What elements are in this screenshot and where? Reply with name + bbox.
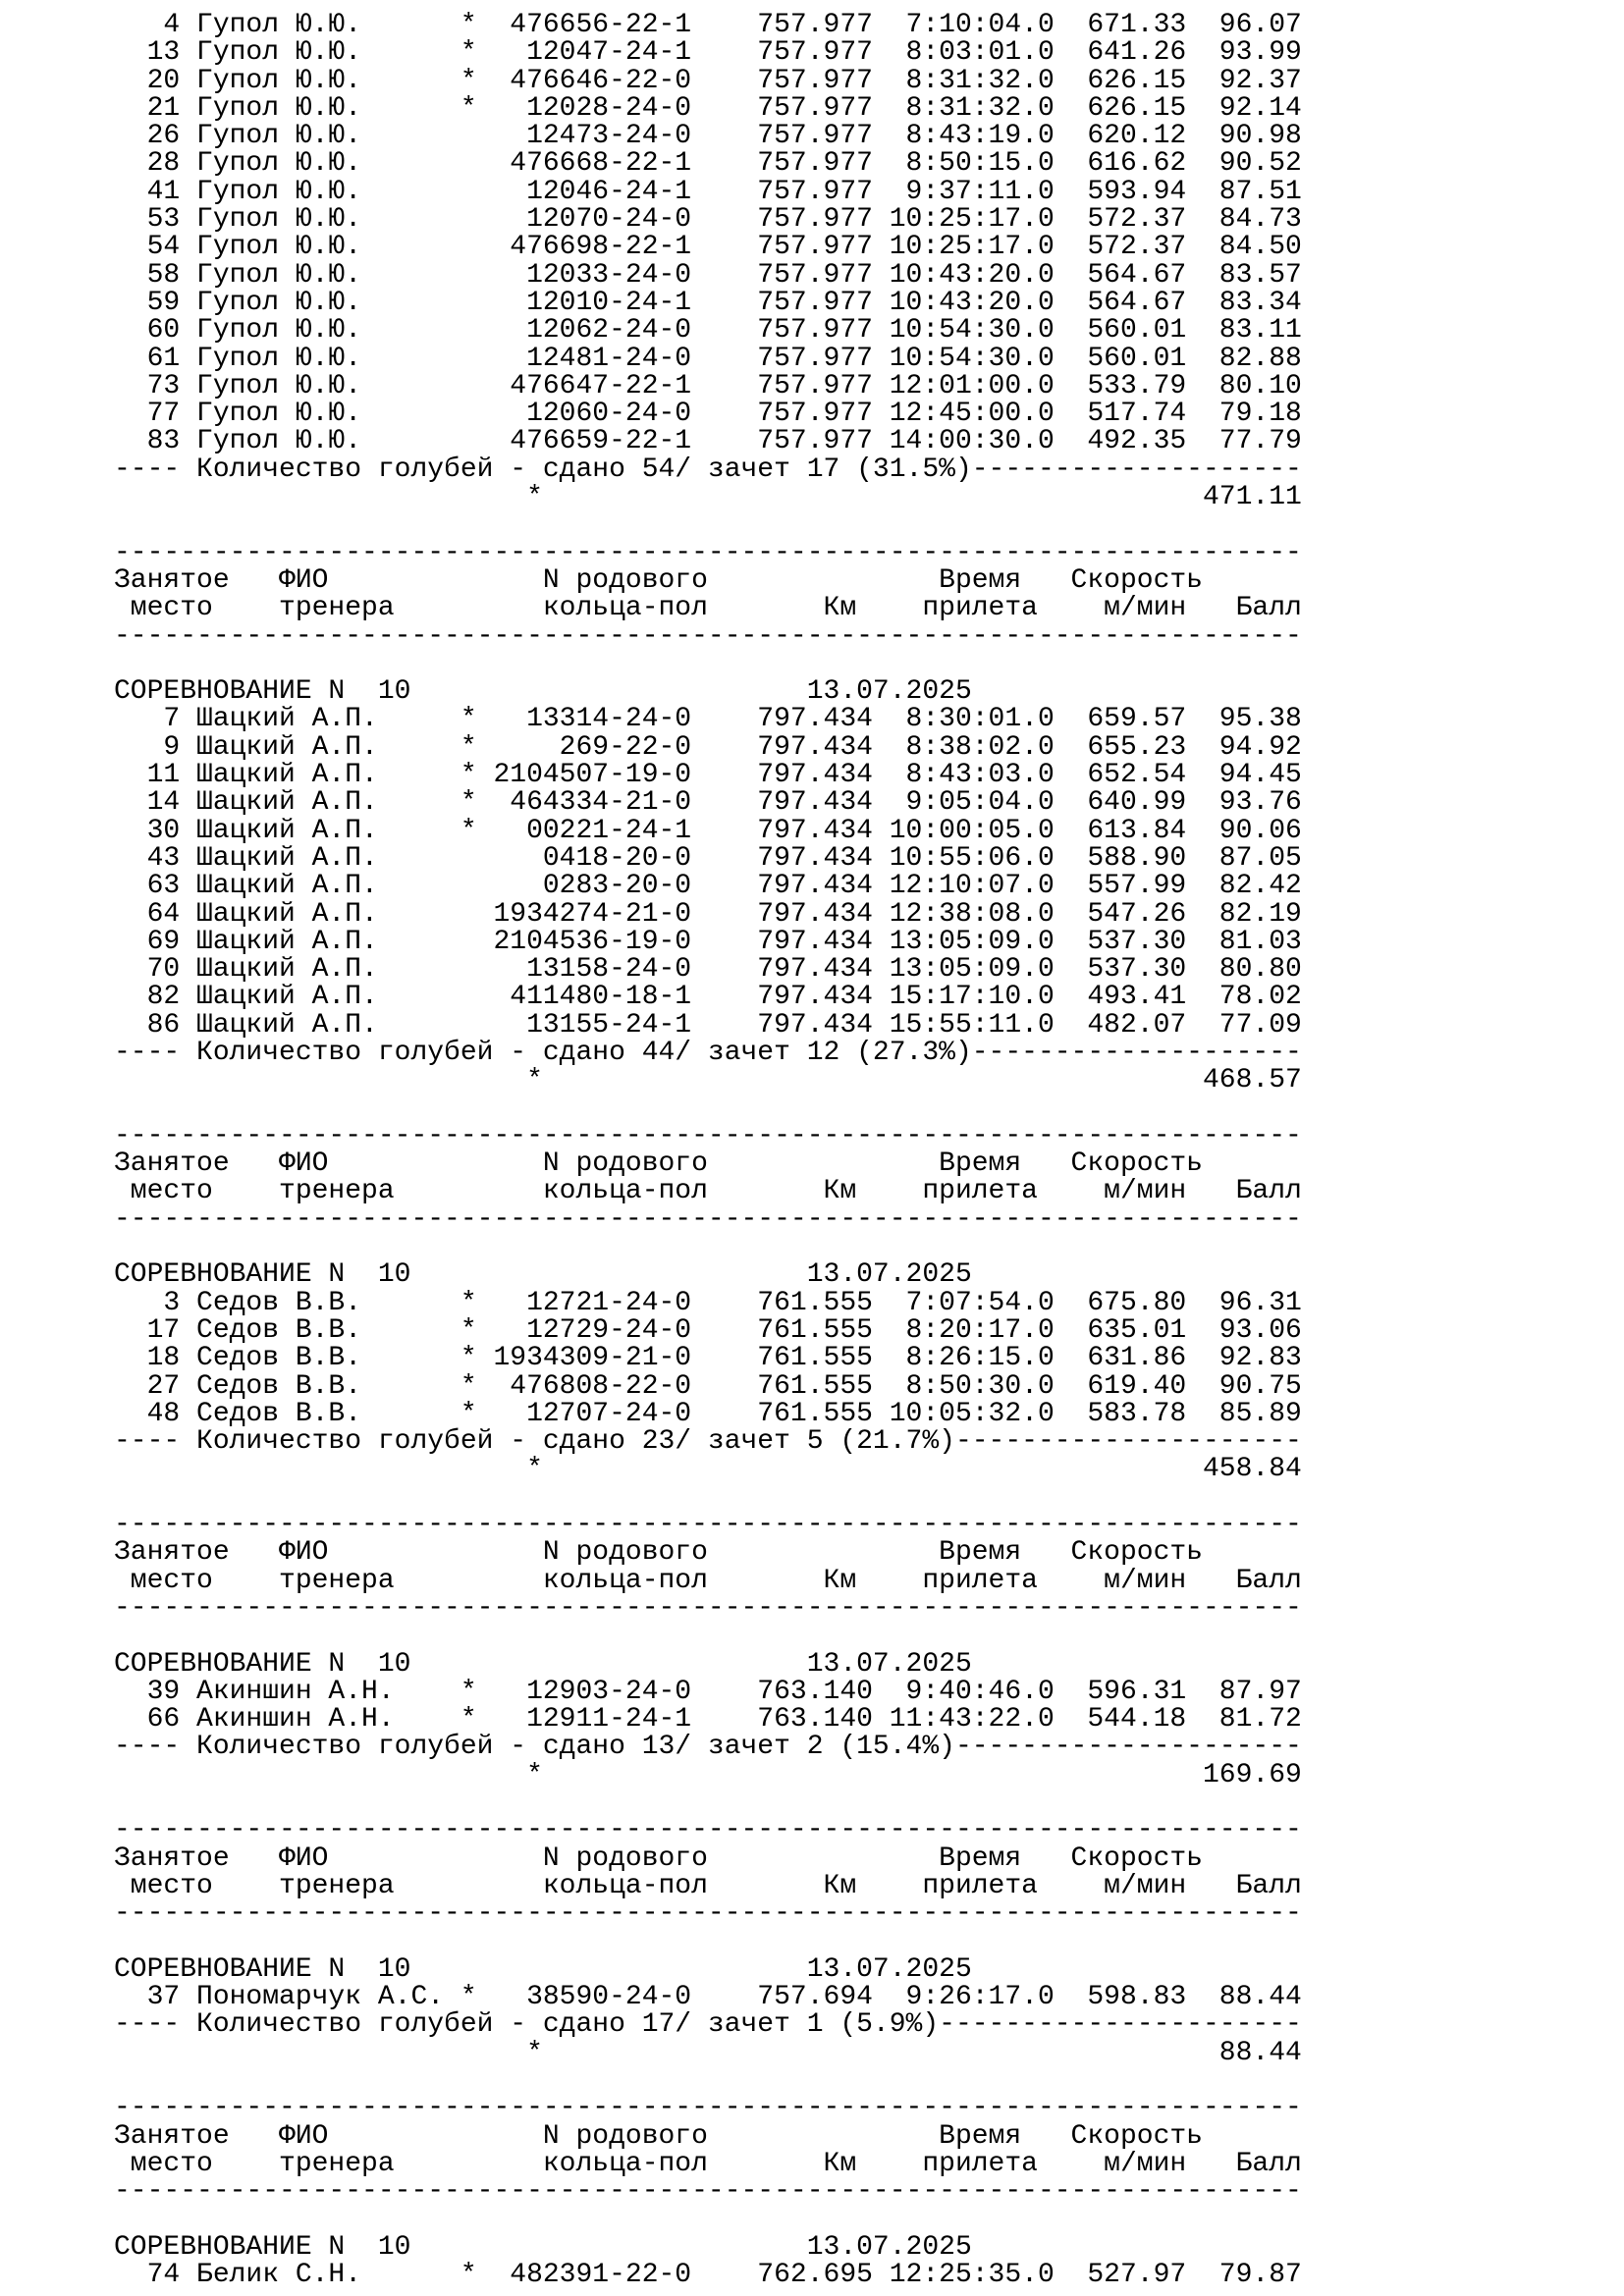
result-row: 13 Гупол Ю.Ю. * 12047-24-1 757.977 8:03:01.0 641.26 93.99: [114, 37, 1302, 69]
table-header-row-1: Занятое ФИО N родового Время Скорость: [114, 564, 1203, 596]
pigeon-count-summary: ---- Количество голубей - сдано 13/ зачет 2 (15.4%)---------------------: [114, 1732, 1302, 1763]
table-header-row-1: Занятое ФИО N родового Время Скорость: [114, 1842, 1203, 1874]
table-header-row-2: место тренера кольца-пол Км прилета м/мин Балл: [114, 1870, 1302, 1901]
result-row: 69 Шацкий А.П. 2104536-19-0 797.434 13:05:09.0 537.30 81.03: [114, 926, 1302, 957]
result-row: 86 Шацкий А.П. 13155-24-1 797.434 15:55:11.0 482.07 77.09: [114, 1009, 1302, 1041]
points-total-row: * 471.11: [114, 482, 1302, 513]
result-row: 74 Белик С.Н. * 482391-22-0 762.695 12:25:35.0 527.97 79.87: [114, 2260, 1302, 2291]
result-row: 70 Шацкий А.П. 13158-24-0 797.434 13:05:09.0 537.30 80.80: [114, 954, 1302, 986]
result-row: 39 Акиншин А.Н. * 12903-24-0 763.140 9:40:46.0 596.31 87.97: [114, 1676, 1302, 1707]
result-row: 37 Пономарчук А.С. * 38590-24-0 757.694 9:26:17.0 598.83 88.44: [114, 1982, 1302, 2013]
points-total-row: * 88.44: [114, 2037, 1302, 2068]
competition-header: СОРЕВНОВАНИЕ N 10 13.07.2025: [114, 1648, 972, 1680]
table-header-row-2: место тренера кольца-пол Км прилета м/мин Балл: [114, 2148, 1302, 2179]
result-row: 48 Седов В.В. * 12707-24-0 761.555 10:05:32.0 583.78 85.89: [114, 1398, 1302, 1429]
pigeon-count-summary: ---- Количество голубей - сдано 17/ зачет 1 (5.9%)----------------------: [114, 2009, 1302, 2041]
blank-line: [114, 2206, 1624, 2233]
result-row: 9 Шацкий А.П. * 269-22-0 797.434 8:38:02.0 655.23 94.92: [114, 731, 1302, 763]
blank-line: [114, 1928, 1624, 1955]
table-header-row-1: Занятое ФИО N родового Время Скорость: [114, 1148, 1203, 1180]
result-row: 66 Акиншин А.Н. * 12911-24-1 763.140 11:43:22.0 544.18 81.72: [114, 1704, 1302, 1735]
result-row: 21 Гупол Ю.Ю. * 12028-24-0 757.977 8:31:32.0 626.15 92.14: [114, 92, 1302, 124]
result-row: 4 Гупол Ю.Ю. * 476656-22-1 757.977 7:10:04.0 671.33 96.07: [114, 10, 1302, 40]
blank-line: [114, 651, 1624, 678]
blank-line: [114, 1623, 1624, 1650]
result-row: 64 Шацкий А.П. 1934274-21-0 797.434 12:38:08.0 547.26 82.19: [114, 898, 1302, 930]
result-row: 20 Гупол Ю.Ю. * 476646-22-0 757.977 8:31:32.0 626.15 92.37: [114, 65, 1302, 96]
result-row: 73 Гупол Ю.Ю. 476647-22-1 757.977 12:01:00.0 533.79 80.10: [114, 370, 1302, 401]
result-row: 3 Седов В.В. * 12721-24-0 761.555 7:07:54.0 675.80 96.31: [114, 1287, 1302, 1318]
table-separator: ------------------------------------------------------------------------: [114, 620, 1302, 652]
table-separator: ------------------------------------------------------------------------: [114, 537, 1302, 568]
result-row: 26 Гупол Ю.Ю. 12473-24-0 757.977 8:43:19.0 620.12 90.98: [114, 121, 1302, 152]
blank-line: [114, 1484, 1624, 1512]
result-row: 53 Гупол Ю.Ю. 12070-24-0 757.977 10:25:17.0 572.37 84.73: [114, 204, 1302, 236]
results-document: [114, 12, 1624, 2289]
competition-header: СОРЕВНОВАНИЕ N 10 13.07.2025: [114, 2231, 972, 2263]
competition-header: СОРЕВНОВАНИЕ N 10 13.07.2025: [114, 1259, 972, 1291]
table-header-row-2: место тренера кольца-пол Км прилета м/мин Балл: [114, 593, 1302, 624]
result-row: 11 Шацкий А.П. * 2104507-19-0 797.434 8:43:03.0 652.54 94.45: [114, 760, 1302, 791]
table-separator: ------------------------------------------------------------------------: [114, 1815, 1302, 1846]
result-row: 61 Гупол Ю.Ю. 12481-24-0 757.977 10:54:30.0 560.01 82.88: [114, 343, 1302, 374]
table-header-row-2: место тренера кольца-пол Км прилета м/мин Балл: [114, 1565, 1302, 1596]
table-separator: ------------------------------------------------------------------------: [114, 1120, 1302, 1151]
table-separator: ------------------------------------------------------------------------: [114, 1203, 1302, 1235]
result-row: 18 Седов В.В. * 1934309-21-0 761.555 8:26:15.0 631.86 92.83: [114, 1343, 1302, 1374]
table-separator: ------------------------------------------------------------------------: [114, 1510, 1302, 1541]
table-header-row-2: место тренера кольца-пол Км прилета м/мин Балл: [114, 1176, 1302, 1207]
table-header-row-1: Занятое ФИО N родового Время Скорость: [114, 1537, 1203, 1569]
points-total-row: * 169.69: [114, 1759, 1302, 1790]
result-row: 59 Гупол Ю.Ю. 12010-24-1 757.977 10:43:20.0 564.67 83.34: [114, 287, 1302, 318]
result-row: 63 Шацкий А.П. 0283-20-0 797.434 12:10:07.0 557.99 82.42: [114, 871, 1302, 902]
result-row: 30 Шацкий А.П. * 00221-24-1 797.434 10:00:05.0 613.84 90.06: [114, 815, 1302, 846]
result-row: 27 Седов В.В. * 476808-22-0 761.555 8:50:30.0 619.40 90.75: [114, 1370, 1302, 1402]
result-row: 82 Шацкий А.П. 411480-18-1 797.434 15:17:10.0 493.41 78.02: [114, 982, 1302, 1013]
pigeon-count-summary: ---- Количество голубей - сдано 54/ зачет 17 (31.5%)--------------------: [114, 454, 1302, 485]
table-separator: ------------------------------------------------------------------------: [114, 2176, 1302, 2208]
competition-header: СОРЕВНОВАНИЕ N 10 13.07.2025: [114, 676, 972, 708]
result-row: 28 Гупол Ю.Ю. 476668-22-1 757.977 8:50:15.0 616.62 90.52: [114, 148, 1302, 180]
result-row: 58 Гупол Ю.Ю. 12033-24-0 757.977 10:43:20.0 564.67 83.57: [114, 259, 1302, 291]
blank-line: [114, 2067, 1624, 2095]
result-row: 83 Гупол Ю.Ю. 476659-22-1 757.977 14:00:30.0 492.35 77.79: [114, 426, 1302, 457]
blank-line: [114, 1789, 1624, 1817]
points-total-row: * 468.57: [114, 1065, 1302, 1096]
competition-header: СОРЕВНОВАНИЕ N 10 13.07.2025: [114, 1953, 972, 1985]
result-row: 54 Гупол Ю.Ю. 476698-22-1 757.977 10:25:17.0 572.37 84.50: [114, 232, 1302, 263]
result-row: 77 Гупол Ю.Ю. 12060-24-0 757.977 12:45:00.0 517.74 79.18: [114, 399, 1302, 430]
table-separator: ------------------------------------------------------------------------: [114, 2093, 1302, 2124]
result-row: 7 Шацкий А.П. * 13314-24-0 797.434 8:30:01.0 659.57 95.38: [114, 704, 1302, 735]
points-total-row: * 458.84: [114, 1454, 1302, 1485]
table-separator: ------------------------------------------------------------------------: [114, 1592, 1302, 1624]
result-row: 41 Гупол Ю.Ю. 12046-24-1 757.977 9:37:11.0 593.94 87.51: [114, 176, 1302, 207]
result-row: 43 Шацкий А.П. 0418-20-0 797.434 10:55:06.0 588.90 87.05: [114, 842, 1302, 874]
table-header-row-1: Занятое ФИО N родового Время Скорость: [114, 2120, 1203, 2152]
result-row: 60 Гупол Ю.Ю. 12062-24-0 757.977 10:54:30.0 560.01 83.11: [114, 315, 1302, 347]
blank-line: [114, 1234, 1624, 1261]
pigeon-count-summary: ---- Количество голубей - сдано 44/ зачет 12 (27.3%)--------------------: [114, 1037, 1302, 1068]
pigeon-count-summary: ---- Количество голубей - сдано 23/ зачет 5 (21.7%)---------------------: [114, 1426, 1302, 1458]
result-row: 17 Седов В.В. * 12729-24-0 761.555 8:20:17.0 635.01 93.06: [114, 1314, 1302, 1346]
blank-line: [114, 511, 1624, 539]
result-row: 14 Шацкий А.П. * 464334-21-0 797.434 9:05:04.0 640.99 93.76: [114, 787, 1302, 819]
table-separator: ------------------------------------------------------------------------: [114, 1898, 1302, 1930]
blank-line: [114, 1095, 1624, 1123]
